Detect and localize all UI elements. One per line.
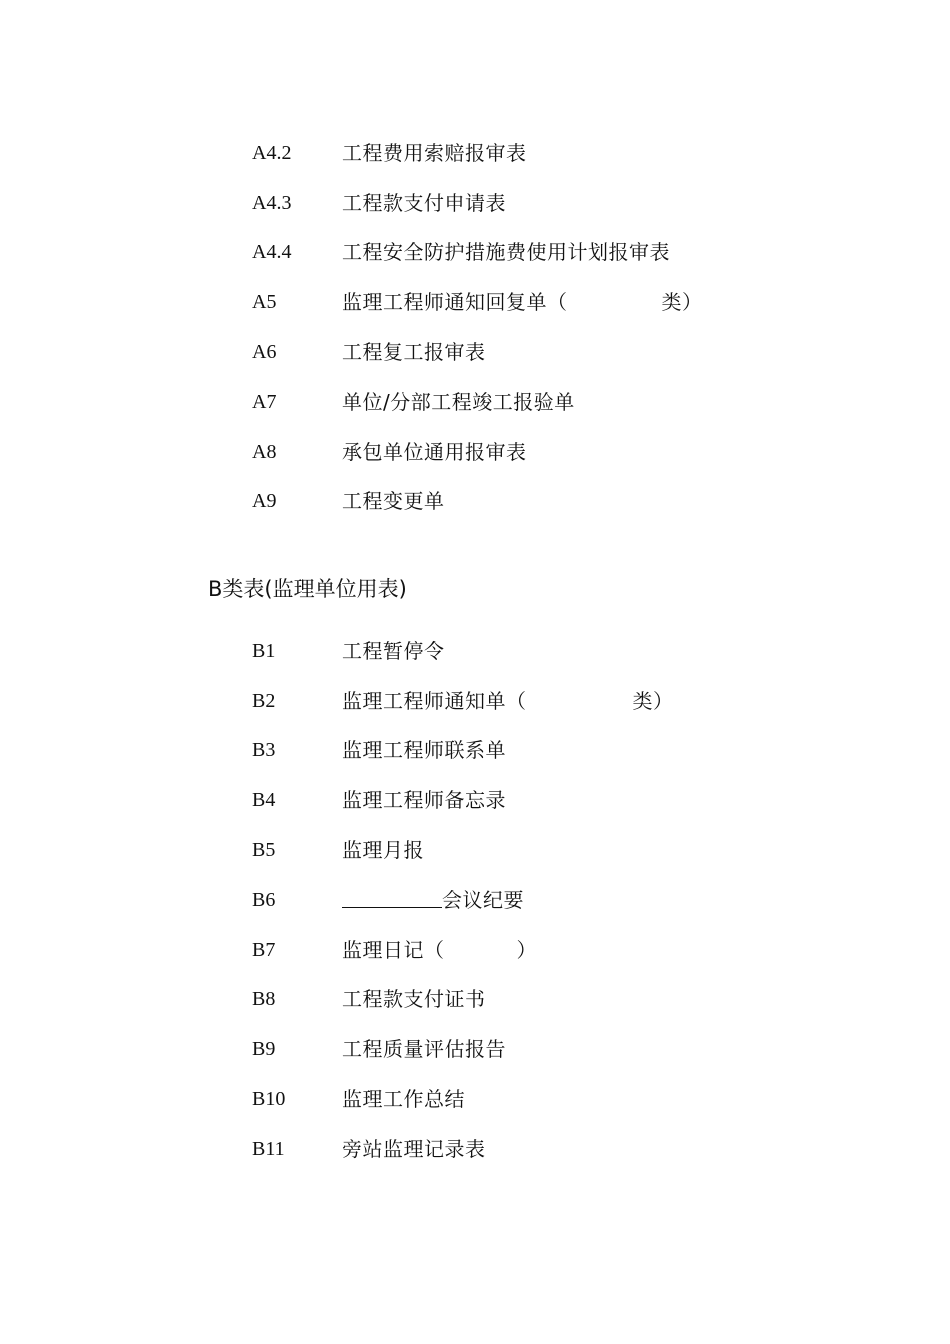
form-title-prefix: 监理日记（ <box>342 938 445 962</box>
list-item <box>252 885 812 915</box>
form-code: B2 <box>252 690 276 712</box>
form-title: 工程暂停令 <box>342 639 445 663</box>
list-item <box>252 287 812 317</box>
form-title: 监理工程师联系单 <box>342 738 506 762</box>
form-code: A9 <box>252 490 277 512</box>
form-title-suffix: 类） <box>632 689 674 713</box>
form-code: A5 <box>252 291 277 313</box>
list-item <box>252 437 812 467</box>
form-code: B3 <box>252 739 276 761</box>
form-title: 工程变更单 <box>342 489 445 513</box>
form-code: B7 <box>252 939 276 961</box>
form-title-prefix: 监理工程师通知回复单（ <box>342 290 568 314</box>
form-title: 工程复工报审表 <box>342 340 486 364</box>
list-item <box>252 1034 812 1064</box>
form-code: B1 <box>252 640 276 662</box>
form-code: A4.3 <box>252 192 292 214</box>
list-item <box>252 188 812 218</box>
list-item <box>252 1084 812 1114</box>
form-title-prefix: 监理工程师通知单（ <box>342 689 527 713</box>
list-item <box>252 337 812 367</box>
list-item <box>252 237 812 267</box>
list-item <box>252 138 812 168</box>
form-code: B4 <box>252 789 276 811</box>
form-code: B6 <box>252 889 276 911</box>
list-item <box>252 486 812 516</box>
form-code: B5 <box>252 839 276 861</box>
form-title: 承包单位通用报审表 <box>342 440 527 464</box>
form-code: A8 <box>252 441 277 463</box>
form-title: 工程安全防护措施费使用计划报审表 <box>342 240 670 264</box>
form-title: 工程款支付证书 <box>342 987 486 1011</box>
form-title: 单位/分部工程竣工报验单 <box>342 390 575 414</box>
form-code: B10 <box>252 1088 286 1110</box>
form-code: B11 <box>252 1138 285 1160</box>
form-code: A6 <box>252 341 277 363</box>
form-title-suffix: ） <box>516 938 537 962</box>
list-item <box>252 686 812 716</box>
form-title: 监理工作总结 <box>342 1087 465 1111</box>
fill-in-blank-underline <box>342 885 442 908</box>
form-title: 工程款支付申请表 <box>342 191 506 215</box>
form-code: B8 <box>252 988 276 1010</box>
form-title <box>342 287 703 317</box>
section-heading: B类表(监理单位用表) <box>208 577 407 601</box>
list-item <box>252 1134 812 1164</box>
form-title-suffix: 类） <box>661 290 703 314</box>
form-title: 旁站监理记录表 <box>342 1137 486 1161</box>
list-item <box>252 984 812 1014</box>
form-title: 监理月报 <box>342 838 424 862</box>
form-title: 工程质量评估报告 <box>342 1037 506 1061</box>
list-item <box>252 735 812 765</box>
form-code: A4.4 <box>252 241 292 263</box>
list-item <box>252 636 812 666</box>
form-title: 监理工程师备忘录 <box>342 788 506 812</box>
form-title: 工程费用索赔报审表 <box>342 141 527 165</box>
form-title-suffix: 会议纪要 <box>442 888 524 912</box>
form-code: A7 <box>252 391 277 413</box>
form-title <box>342 885 524 915</box>
list-item <box>252 785 812 815</box>
form-code: A4.2 <box>252 142 292 164</box>
list-item <box>252 835 812 865</box>
list-item <box>252 935 812 965</box>
list-item <box>252 387 812 417</box>
form-title <box>342 935 537 965</box>
form-title <box>342 686 674 716</box>
form-code: B9 <box>252 1038 276 1060</box>
